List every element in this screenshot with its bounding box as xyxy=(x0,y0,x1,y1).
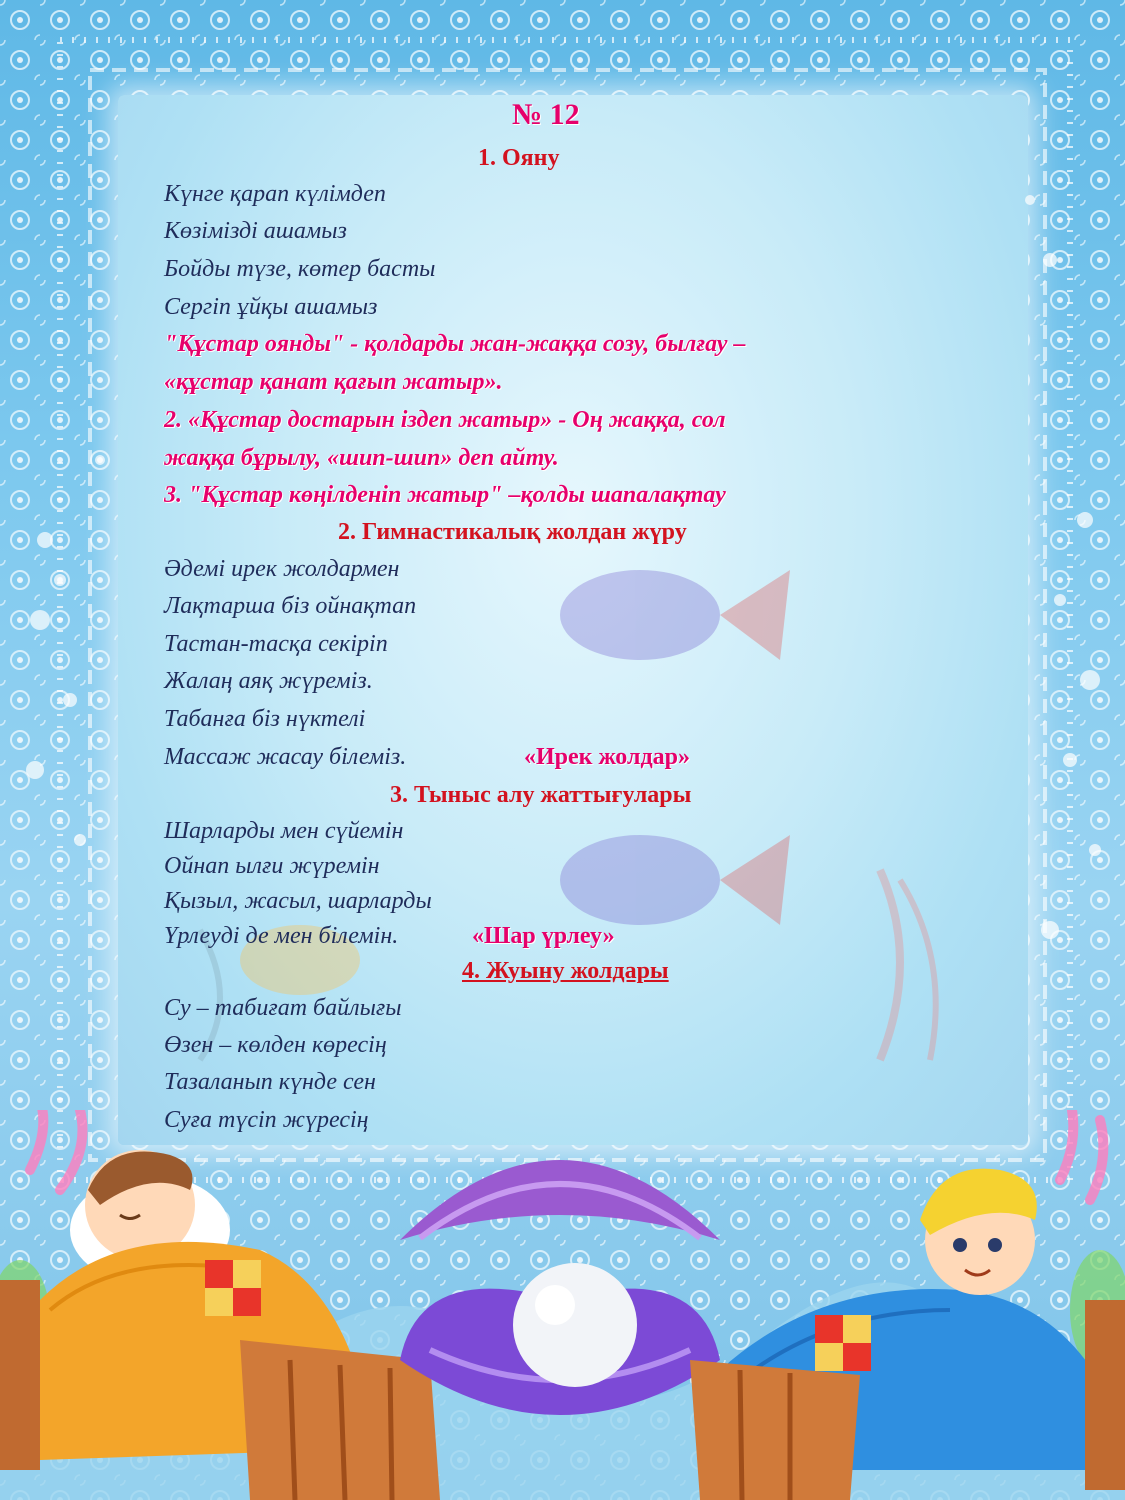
verse-line: Табанға біз нүктелі xyxy=(164,706,366,732)
exercise-tag-shar: «Шар үрлеу» xyxy=(472,923,615,949)
instruction-line: 2. «Құстар достарын іздеп жатыр» - Оң жаққа, сол xyxy=(164,407,726,433)
verse-line: Күнге қарап күлімдеп xyxy=(164,181,386,207)
verse-line: Ойнап ылғи жүремін xyxy=(164,853,380,879)
verse-line: Бойды түзе, көтер басты xyxy=(164,256,436,282)
verse-line: Өзен – көлден көресің xyxy=(164,1032,387,1058)
instruction-line: 3. "Құстар көңілденіп жатыр" –қолды шапалақтау xyxy=(164,482,726,508)
verse-line: Әдемі ирек жолдармен xyxy=(164,556,400,582)
section-4-title-text: 4. Жуыну жолдары xyxy=(462,958,669,984)
verse-line: Қызыл, жасыл, шарларды xyxy=(164,888,432,914)
verse-line: Үрлеуді де мен білемін. xyxy=(164,923,399,949)
verse-line: Тазаланып күнде сен xyxy=(164,1069,376,1095)
instruction-line: "Құстар оянды" - қолдарды жан-жаққа созу, былғау – xyxy=(164,331,746,357)
verse-line: Көзімізді ашамыз xyxy=(164,218,347,244)
section-3-title: 3. Тыныс алу жаттығулары xyxy=(390,782,692,808)
verse-line: Лақтарша біз ойнақтап xyxy=(164,593,417,619)
text-panel xyxy=(118,95,1028,1145)
verse-line: Жалаң аяқ жүреміз. xyxy=(164,668,373,694)
verse-line: Суға түсіп жүресің xyxy=(164,1107,369,1133)
section-4-title xyxy=(462,958,669,985)
page-number: № 12 xyxy=(512,98,580,131)
verse-line: Сергіп ұйқы ашамыз xyxy=(164,294,378,320)
section-1-title: 1. Ояну xyxy=(478,145,560,171)
verse-line: Шарларды мен сүйемін xyxy=(164,818,404,844)
instruction-line: жаққа бұрылу, «шип-шип» деп айту. xyxy=(164,445,559,471)
verse-line: Тастан-тасқа секіріп xyxy=(164,631,388,657)
instruction-line: «құстар қанат қағып жатыр». xyxy=(164,369,503,395)
section-2-title: 2. Гимнастикалық жолдан жүру xyxy=(338,519,687,545)
sleeping-children-illustration xyxy=(0,1110,1125,1500)
exercise-tag-irek: «Ирек жолдар» xyxy=(524,744,690,770)
verse-line: Массаж жасау білеміз. xyxy=(164,744,407,770)
verse-line: Су – табиғат байлығы xyxy=(164,995,402,1021)
